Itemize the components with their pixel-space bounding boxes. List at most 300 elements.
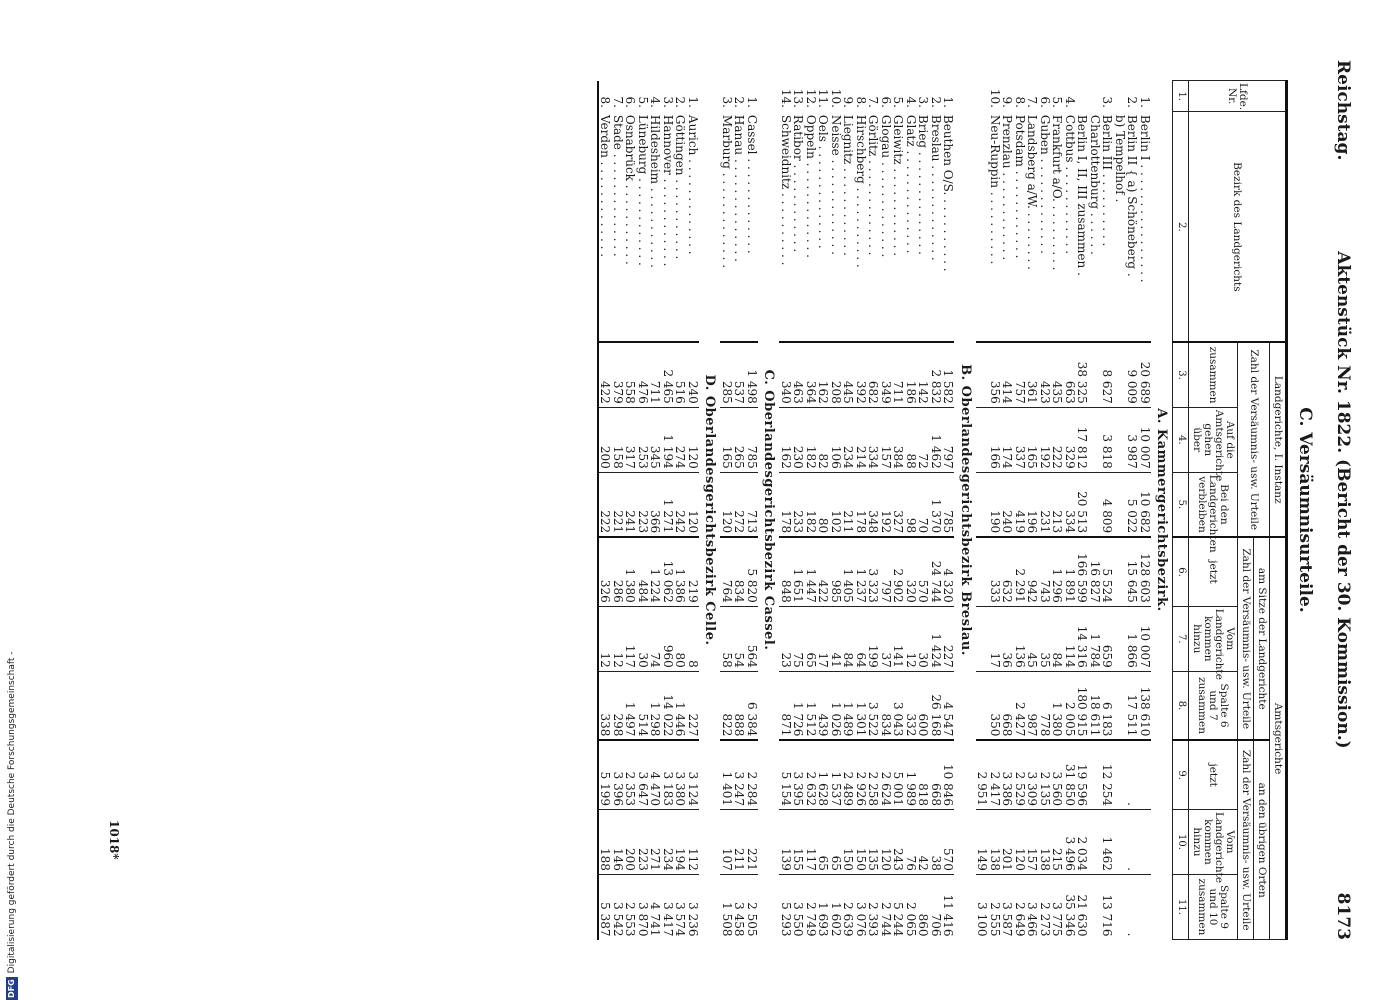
value-cell: 192: [880, 472, 893, 537]
table-row: [1014, 81, 1027, 940]
row-number: 7.: [611, 96, 625, 108]
table-row: [1139, 81, 1152, 940]
value-cell: 332: [905, 671, 918, 740]
header-title: Aktenstück Nr. 1822. (Bericht der 30. Kommission.): [1333, 251, 1353, 749]
value-cell: 286: [612, 537, 625, 606]
value-cell: [976, 537, 989, 606]
value-cell: 139: [780, 809, 793, 874]
value-cell: 3 076: [855, 874, 868, 939]
value-cell: [1114, 407, 1127, 472]
value-cell: 1 497: [624, 671, 637, 740]
value-cell: 158: [612, 407, 625, 472]
row-number: 7.: [866, 96, 881, 108]
table-body: [598, 81, 1173, 940]
value-cell: 338: [598, 671, 612, 740]
value-cell: 361: [1026, 342, 1039, 407]
value-cell: 35 346: [1064, 874, 1077, 939]
row-number: 4.: [1063, 96, 1077, 108]
value-cell: 848: [780, 537, 793, 606]
value-cell: 222: [1051, 407, 1064, 472]
value-cell: 392: [855, 342, 868, 407]
row-number: 9.: [841, 96, 856, 108]
value-cell: 141: [892, 606, 905, 671]
row-number: [976, 81, 989, 112]
value-cell: 987: [1026, 671, 1039, 740]
value-cell: 3 550: [792, 874, 805, 939]
value-cell: 3 395: [792, 740, 805, 809]
value-cell: 213: [1051, 472, 1064, 537]
value-cell: 37: [880, 606, 893, 671]
table-row: [817, 81, 830, 940]
value-cell: 166: [989, 407, 1002, 472]
value-cell: 38: [930, 809, 943, 874]
district-name: Neisse . . . . . . . . . . . . .: [829, 114, 843, 255]
table-row: [1001, 81, 1014, 940]
row-number: 6.: [879, 96, 893, 108]
table-row: [1039, 81, 1052, 940]
column-number: 10.: [1173, 809, 1189, 874]
value-cell: 1 386: [674, 537, 687, 606]
value-cell: [1089, 407, 1102, 472]
value-cell: 384: [892, 407, 905, 472]
row-number: 3.: [720, 96, 734, 108]
value-cell: 165: [721, 407, 734, 472]
value-cell: 21 630: [1076, 874, 1089, 939]
column-number: 9.: [1173, 740, 1189, 809]
row-number: 10.: [829, 88, 843, 108]
value-cell: [1114, 874, 1127, 939]
value-cell: 2 744: [880, 874, 893, 939]
row-number: 2.: [1125, 96, 1140, 108]
district-name: Görlitz . . . . . . . . . . . . .: [866, 114, 881, 256]
column-number: 4.: [1173, 407, 1189, 472]
row-number: 1.: [941, 96, 956, 108]
row-number: 1.: [745, 96, 759, 108]
value-cell: 120: [1014, 809, 1027, 874]
value-cell: 200: [598, 407, 612, 472]
district-name: Cottbus . . . . . . . . . . . .: [1063, 114, 1077, 255]
value-cell: 1 370: [930, 472, 943, 537]
value-cell: 5 387: [598, 874, 612, 939]
value-cell: 797: [880, 537, 893, 606]
value-cell: 1 489: [842, 671, 855, 740]
value-cell: 333: [989, 537, 1002, 606]
header-an-uebrigen: an den übrigen Orten: [1254, 740, 1270, 939]
section-heading-row: [955, 81, 977, 940]
credit-text: Digitalisierung gefördert durch die Deutsche Forschungsgemeinschaft -: [7, 651, 17, 974]
header-spalte-6-7: Spalte 6 und 7 zusammen: [1189, 671, 1238, 740]
value-cell: 4 741: [649, 874, 662, 939]
section-heading-row: [699, 81, 721, 940]
value-cell: 10 846: [942, 740, 955, 809]
value-cell: 243: [892, 809, 905, 874]
value-cell: 64: [855, 606, 868, 671]
table-row: [612, 81, 625, 940]
value-cell: 190: [989, 472, 1002, 537]
value-cell: 942: [1026, 537, 1039, 606]
value-cell: 1 401: [721, 740, 734, 809]
value-cell: 150: [855, 809, 868, 874]
value-cell: 570: [917, 537, 930, 606]
table-row: [1026, 81, 1039, 940]
value-cell: 476: [637, 342, 650, 407]
value-cell: 1 380: [624, 537, 637, 606]
table-row: [842, 81, 855, 940]
value-cell: 12: [598, 606, 612, 671]
value-cell: 138: [1039, 809, 1052, 874]
value-cell: 221: [746, 809, 759, 874]
header-am-sitze: am Sitze der Landgerichte: [1254, 537, 1270, 740]
value-cell: 2 749: [805, 874, 818, 939]
value-cell: 230: [792, 407, 805, 472]
table-row: [1126, 81, 1139, 940]
value-cell: 135: [867, 809, 880, 874]
value-cell: 2 034: [1076, 809, 1089, 874]
value-cell: 227: [687, 671, 700, 740]
value-cell: [1114, 606, 1127, 671]
table-row: [662, 81, 675, 940]
header-zahl-ag1: Zahl der Versäumnis- usw. Urteile: [1238, 537, 1254, 740]
value-cell: 600: [917, 671, 930, 740]
district-name: Oppeln . . . . . . . . . . . . .: [804, 114, 818, 258]
header-jetzt-1: jetzt: [1189, 537, 1238, 606]
value-cell: 265: [733, 407, 746, 472]
value-cell: 317: [624, 407, 637, 472]
district-name: Landsberg a/W. . . . . . . . .: [1025, 114, 1040, 270]
value-cell: 12 254: [1101, 740, 1114, 809]
dfg-logo: DFG: [7, 979, 16, 998]
table-row: [637, 81, 650, 940]
value-cell: 537: [733, 342, 746, 407]
row-number: 9.: [1000, 96, 1015, 108]
value-cell: 12: [905, 606, 918, 671]
value-cell: [1114, 740, 1127, 809]
value-cell: 2 951: [976, 740, 989, 809]
value-cell: 778: [1039, 671, 1052, 740]
column-number: 7.: [1173, 606, 1189, 671]
value-cell: 15 645: [1126, 537, 1139, 606]
value-cell: [1114, 809, 1127, 874]
district-name: Hanau . . . . . . . . . . . . . .: [732, 114, 747, 262]
table-row: [780, 81, 793, 940]
value-cell: 182: [805, 407, 818, 472]
table-row: [1076, 81, 1089, 940]
column-number: 11.: [1173, 874, 1189, 939]
value-cell: 84: [1051, 606, 1064, 671]
value-cell: 422: [598, 342, 612, 407]
value-cell: 36: [1001, 606, 1014, 671]
value-cell: 1 424: [930, 606, 943, 671]
value-cell: [1089, 874, 1102, 939]
value-cell: 114: [1064, 606, 1077, 671]
value-cell: 2 832: [930, 342, 943, 407]
table-row: [649, 81, 662, 940]
row-number: 6.: [1038, 96, 1052, 108]
value-cell: 180 915: [1076, 671, 1089, 740]
value-cell: 120: [687, 407, 700, 472]
value-cell: [1114, 342, 1127, 407]
table-row: [917, 81, 930, 940]
value-cell: 31 850: [1064, 740, 1077, 809]
value-cell: 231: [1039, 472, 1052, 537]
value-cell: 149: [976, 809, 989, 874]
district-name: Berlin I, II, III zusammen .: [1075, 114, 1090, 276]
column-number: 8.: [1173, 671, 1189, 740]
value-cell: 80: [817, 472, 830, 537]
value-cell: 3 587: [1001, 874, 1014, 939]
table-row: [942, 81, 955, 940]
value-cell: 1 508: [721, 874, 734, 939]
value-cell: 570: [942, 809, 955, 874]
row-number: 4.: [648, 96, 663, 108]
value-cell: 17 511: [1126, 671, 1139, 740]
row-number: 2.: [732, 96, 747, 108]
value-cell: 419: [1014, 472, 1027, 537]
value-cell: 2 005: [1064, 671, 1077, 740]
value-cell: 2 505: [746, 874, 759, 939]
value-cell: 334: [867, 407, 880, 472]
value-cell: 117: [624, 606, 637, 671]
value-cell: 233: [792, 472, 805, 537]
value-cell: 196: [1026, 472, 1039, 537]
value-cell: 14 316: [1076, 606, 1089, 671]
value-cell: 112: [687, 809, 700, 874]
value-cell: 706: [930, 874, 943, 939]
value-cell: 24 744: [930, 537, 943, 606]
header-vom-lg-1: Vom Landgerichte kommen hinzu: [1189, 606, 1238, 671]
value-cell: 102: [830, 472, 843, 537]
value-cell: 74: [649, 606, 662, 671]
value-cell: 45: [1026, 606, 1039, 671]
section-heading-row: [1151, 81, 1173, 940]
value-cell: 797: [942, 407, 955, 472]
value-cell: 1 447: [805, 537, 818, 606]
value-cell: 3 542: [612, 874, 625, 939]
value-cell: 214: [855, 407, 868, 472]
value-cell: 2 284: [746, 740, 759, 809]
value-cell: 165: [1026, 407, 1039, 472]
value-cell: [976, 671, 989, 740]
value-cell: 2 417: [989, 740, 1002, 809]
header-amtsgerichte: Amtsgerichte: [1270, 537, 1287, 939]
value-cell: 2 273: [1039, 874, 1052, 939]
value-cell: 2 632: [805, 740, 818, 809]
value-cell: 166 599: [1076, 537, 1089, 606]
value-cell: 514: [637, 671, 650, 740]
value-cell: 128 603: [1139, 537, 1152, 606]
value-cell: 84: [842, 606, 855, 671]
value-cell: 162: [780, 407, 793, 472]
district-name: Osnabrück . . . . . . . . . . .: [623, 114, 638, 265]
row-number: 13.: [791, 88, 806, 108]
value-cell: 13 062: [662, 537, 675, 606]
table-row: [1051, 81, 1064, 940]
value-cell: 1 784: [1089, 606, 1102, 671]
value-cell: 985: [830, 537, 843, 606]
header-zahl-lg: Zahl der Versäumnis- usw. Urteile: [1238, 342, 1270, 537]
value-cell: 186: [905, 342, 918, 407]
district-name: Gleiwitz . . . . . . . . . . . .: [891, 114, 906, 257]
value-cell: 713: [746, 472, 759, 537]
district-name: Breslau . . . . . . . . . . . . .: [929, 114, 943, 261]
value-cell: [1114, 472, 1127, 537]
district-name: Verden . . . . . . . . . . . . .: [598, 114, 613, 258]
value-cell: 162: [817, 342, 830, 407]
district-name: Lüneburg . . . . . . . . . . . .: [636, 114, 650, 266]
value-cell: 20 513: [1076, 472, 1089, 537]
value-cell: 711: [649, 342, 662, 407]
district-name: Hannover . . . . . . . . . . . .: [661, 114, 675, 267]
value-cell: 632: [1001, 537, 1014, 606]
value-cell: 106: [830, 407, 843, 472]
value-cell: 2 465: [662, 342, 675, 407]
value-cell: 2 353: [624, 740, 637, 809]
value-cell: 70: [917, 472, 930, 537]
row-number: 11.: [816, 88, 831, 108]
value-cell: 3 309: [1026, 740, 1039, 809]
value-cell: 757: [1014, 342, 1027, 407]
header-zusammen: zusammen: [1189, 342, 1238, 407]
value-cell: 5 199: [598, 740, 612, 809]
value-cell: 334: [1064, 472, 1077, 537]
value-cell: 9 009: [1126, 342, 1139, 407]
value-cell: [976, 472, 989, 537]
value-cell: 960: [662, 606, 675, 671]
value-cell: 157: [880, 407, 893, 472]
value-cell: 1 726: [792, 671, 805, 740]
value-cell: 211: [733, 809, 746, 874]
value-cell: 42: [917, 809, 930, 874]
value-cell: 3 466: [1026, 874, 1039, 939]
district-name: Liegnitz . . . . . . . . . . . .: [841, 114, 856, 256]
district-name: Stade . . . . . . . . . . . . . .: [611, 114, 625, 257]
value-cell: 445: [842, 342, 855, 407]
value-cell: 5 293: [780, 874, 793, 939]
value-cell: [1089, 740, 1102, 809]
value-cell: [1114, 671, 1127, 740]
value-cell: [976, 342, 989, 407]
district-name: Neu-Ruppin . . . . . . . . . .: [988, 114, 1002, 265]
district-name: Hirschberg . . . . . . . . . . .: [854, 114, 868, 268]
value-cell: 3 323: [867, 537, 880, 606]
value-cell: 3 870: [637, 874, 650, 939]
row-number: [1076, 81, 1089, 112]
district-name: b) Tempelhof .: [1113, 114, 1127, 203]
row-number: 5.: [1050, 96, 1065, 108]
value-cell: 298: [612, 671, 625, 740]
table-row: [1114, 81, 1127, 940]
header-jetzt-2: jetzt: [1189, 740, 1238, 809]
value-cell: 5 820: [746, 537, 759, 606]
value-cell: 345: [649, 407, 662, 472]
value-cell: 516: [674, 342, 687, 407]
district-name: Glatz . . . . . . . . . . . . . .: [904, 114, 918, 254]
value-cell: 182: [805, 472, 818, 537]
value-cell: 1 298: [649, 671, 662, 740]
value-cell: 3 386: [1001, 740, 1014, 809]
district-name: Berlin III . . . . . . . . . .: [1100, 114, 1115, 247]
column-numbers-row: [1173, 81, 1189, 940]
value-cell: 211: [842, 472, 855, 537]
value-cell: 1 296: [1051, 537, 1064, 606]
value-cell: 1 651: [792, 537, 805, 606]
value-cell: 227: [942, 606, 955, 671]
district-name: Charlottenburg . . . . . .: [1088, 114, 1102, 255]
table-row: [830, 81, 843, 940]
value-cell: 1 989: [905, 740, 918, 809]
table-row: [792, 81, 805, 940]
value-cell: 242: [674, 472, 687, 537]
value-cell: 20 689: [1139, 342, 1152, 407]
district-name: Brieg . . . . . . . . . . . . . .: [916, 114, 931, 255]
value-cell: 668: [930, 740, 943, 809]
value-cell: 659: [1101, 606, 1114, 671]
value-cell: 1 866: [1126, 606, 1139, 671]
value-cell: 17: [817, 606, 830, 671]
value-cell: 150: [842, 809, 855, 874]
value-cell: 65: [805, 606, 818, 671]
value-cell: 3 560: [1051, 740, 1064, 809]
value-cell: 379: [612, 342, 625, 407]
value-cell: 215: [1051, 809, 1064, 874]
district-name: Prenzlau . . . . . . . . . . . .: [1000, 114, 1015, 261]
value-cell: 1 446: [674, 671, 687, 740]
value-cell: 98: [905, 472, 918, 537]
value-cell: 2 926: [855, 740, 868, 809]
value-cell: .: [1126, 874, 1139, 939]
value-cell: 711: [892, 342, 905, 407]
value-cell: 120: [721, 472, 734, 537]
value-cell: 234: [842, 407, 855, 472]
value-cell: 221: [612, 472, 625, 537]
row-number: 3.: [916, 96, 931, 108]
district-name: Potsdam . . . . . . . . . . . .: [1013, 114, 1027, 259]
value-cell: 72: [917, 407, 930, 472]
value-cell: 80: [674, 606, 687, 671]
value-cell: [1114, 537, 1127, 606]
page-footer-number: 1018*: [107, 820, 121, 860]
value-cell: 834: [880, 671, 893, 740]
row-number: 5.: [891, 96, 906, 108]
column-number: 3.: [1173, 342, 1189, 407]
row-number: 8.: [598, 96, 613, 108]
value-cell: 88: [905, 407, 918, 472]
value-cell: 240: [1001, 472, 1014, 537]
value-cell: 1 026: [830, 671, 843, 740]
value-cell: 201: [1001, 809, 1014, 874]
value-cell: 4 470: [649, 740, 662, 809]
value-cell: 1 380: [1051, 671, 1064, 740]
row-number: 7.: [1025, 96, 1040, 108]
value-cell: 241: [624, 472, 637, 537]
value-cell: 340: [780, 342, 793, 407]
header-landgerichte: Landgerichte, I. Instanz: [1270, 342, 1287, 537]
value-cell: 41: [830, 606, 843, 671]
value-cell: 223: [637, 809, 650, 874]
value-cell: [1139, 740, 1152, 809]
value-cell: 222: [598, 472, 612, 537]
value-cell: 350: [989, 671, 1002, 740]
value-cell: 423: [1039, 342, 1052, 407]
district-name: Aurich . . . . . . . . . . . . .: [686, 114, 700, 255]
row-number: 14.: [779, 88, 793, 108]
table-row: [674, 81, 687, 940]
value-cell: 285: [721, 342, 734, 407]
value-cell: 4 809: [1101, 472, 1114, 537]
value-cell: 3 236: [687, 874, 700, 939]
value-cell: [1089, 472, 1102, 537]
value-cell: 157: [1026, 809, 1039, 874]
